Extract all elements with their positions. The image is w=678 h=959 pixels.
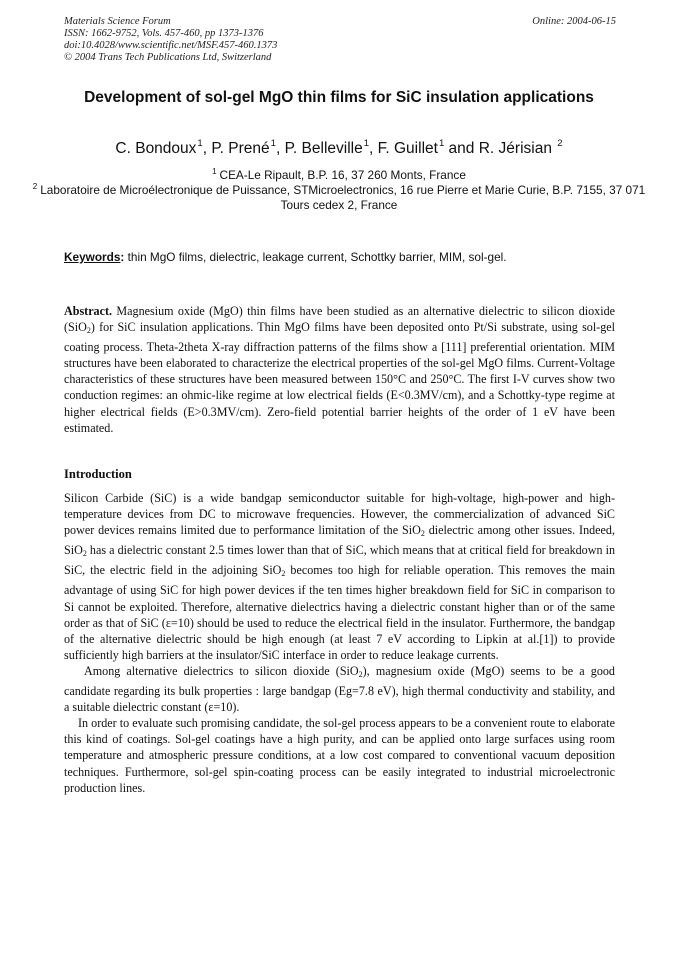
paragraph: In order to evaluate such promising candidate, the sol-gel process appears to be a convenient route to elaborate this kind of coatings. Sol-gel coatings have a high purity, and can be applied onto large surfaces using room temperature and atmospheric pressure conditions, at a low cost compared to conventional vacuum deposition techniques. Furthermore, sol-gel spin-coating process can be easily integrated to industrial microelectronic production lines. <box>64 716 615 795</box>
author-list <box>20 138 658 158</box>
doi-line: doi:10.4028/www.scientific.net/MSF.457-460.1373 <box>64 40 278 51</box>
affiliation-2: $^2$ Laboratoire de Microélectronique de Puissance, STMicroelectronics, 16 rue Pierre et Marie Curie, B.P. 7155, 37 071 Tours cedex 2, France <box>32 182 646 212</box>
keywords-text: thin MgO films, dielectric, leakage current, Schottky barrier, MIM, sol-gel. <box>127 250 507 264</box>
author: F. Guillet$^1$ and <box>377 138 479 157</box>
author: P. Prené$^1$, <box>211 138 285 157</box>
affiliation-1: $^1$ CEA-Le Ripault, B.P. 16, 37 260 Monts, France <box>212 167 466 182</box>
issn-line: ISSN: 1662-9752, Vols. 457-460, pp 1373-1376 <box>64 28 264 39</box>
journal-name: Materials Science Forum <box>64 16 171 27</box>
online-date: Online: 2004-06-15 <box>532 16 616 27</box>
abstract-label: Abstract. <box>64 304 113 318</box>
introduction-body <box>64 490 615 796</box>
introduction-heading: Introduction <box>64 467 132 481</box>
author: C. Bondoux$^1$, <box>115 138 212 157</box>
paragraph: Among alternative dielectrics to silicon dioxide (SiO$_2$), magnesium oxide (MgO) seems to be a good candidate regarding its bulk properties : large bandgap (Eg=7.8 eV), high thermal conductivity and stability, and a suitable dielectric constant (ε=10). <box>64 663 615 715</box>
keywords: Keywords: thin MgO films, dielectric, leakage current, Schottky barrier, MIM, sol-gel. <box>64 250 507 264</box>
author: R. Jérisian $^2$ <box>478 138 563 157</box>
abstract <box>64 303 615 436</box>
abstract-text: Magnesium oxide (MgO) thin films have been studied as an alternative dielectric to silicon dioxide (SiO$_2$) for SiC insulation applications. Thin MgO films have been deposited onto Pt/Si substrate, using sol-gel coating process. Theta-2theta X-ray diffraction patterns of the films show a [111] preferential orientation. MIM structures have been elaborated to characterize the electrical properties of the sol-gel MgO films. Current-Voltage characteristics of these structures have been measured between 150°C and 250°C. The first I-V curves show two conduction regimes: an ohmic-like regime at low electrical fields (E<0.3MV/cm), and a Schottky-type regime at higher electrical fields (E>0.3MV/cm). Zero-field potential barrier heights of the order of 1 eV have been estimated. <box>64 304 616 435</box>
keywords-label: Keywords <box>64 250 121 264</box>
paragraph: Silicon Carbide (SiC) is a wide bandgap semiconductor suitable for high-voltage, high-power and high-temperature devices from DC to microwave frequencies. However, the commercialization of advanced SiC power devices remains limited due to performance limitation of the SiO$_2$ dielectric among other issues. Indeed, SiO$_2$ has a dielectric constant 2.5 times lower than that of SiC, which means that at critical field for breakdown in SiC, the electric field in the adjoining SiO$_2$ becomes too high for reliable operation. This removes the main advantage of using SiC for high power devices if the ten times higher breakdown field for SiC in comparison to Si cannot be exploited. Therefore, alternative dielectrics having a dielectric constant higher than or of the same order as that of SiC (ε=10) should be used to reduce the electrical field in the insulator. Furthermore, the bandgap of the alternative dielectric should be high enough (at least 7 eV according to Lipkin at al.[1]) to provide sufficiently high barriers at the insulator/SiC interface in order to reduce leakage currents. <box>64 491 615 662</box>
author: P. Belleville$^1$, <box>284 138 378 157</box>
copyright-line: © 2004 Trans Tech Publications Ltd, Switzerland <box>64 52 272 63</box>
paper-title: Development of sol-gel MgO thin films for SiC insulation applications <box>84 89 594 106</box>
journal-header <box>64 16 616 64</box>
